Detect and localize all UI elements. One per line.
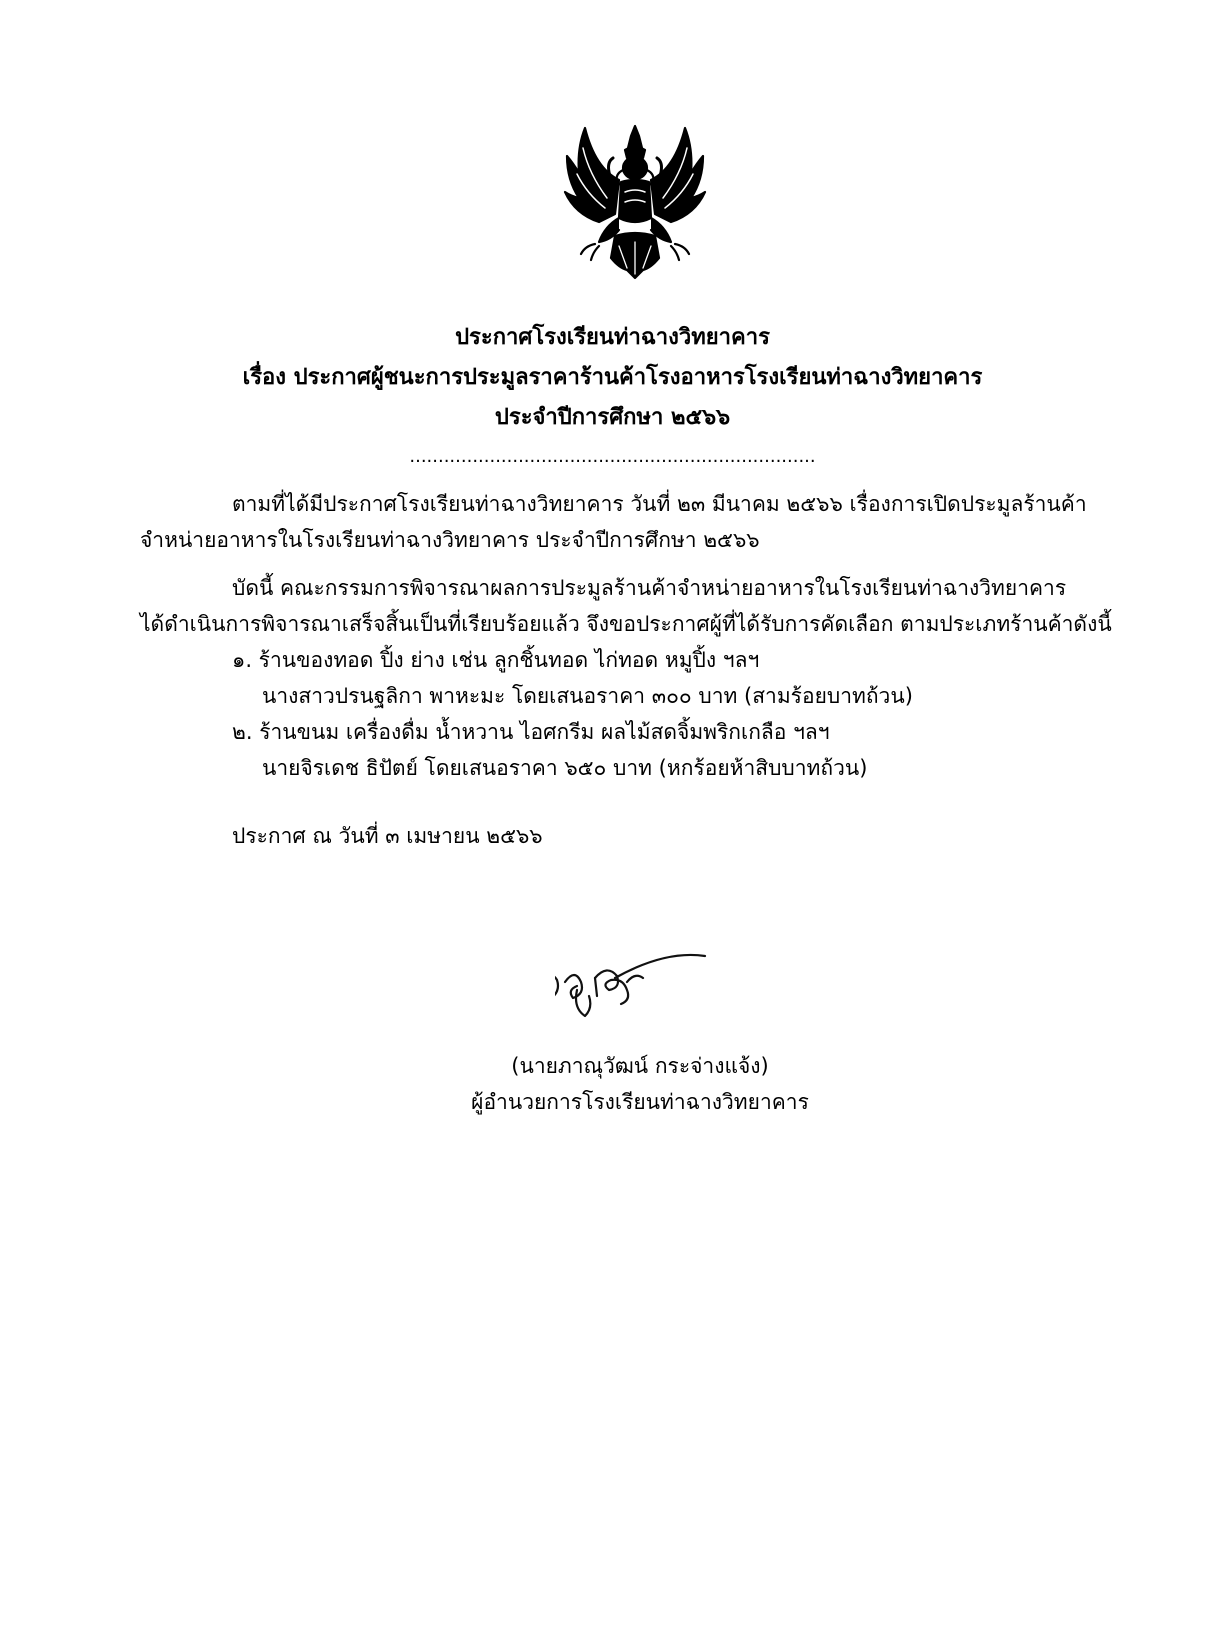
announcement-date: ประกาศ ณ วันที่ ๓ เมษายน ๒๕๖๖ (232, 824, 543, 848)
dotted-divider: ....................................................................... (409, 446, 816, 467)
announcement-subject: เรื่อง ประกาศผู้ชนะการประมูลราคาร้านค้าโรงอาหารโรงเรียนท่าฉางวิทยาคาร (242, 365, 983, 390)
academic-year: ประจำปีการศึกษา ๒๕๖๖ (494, 405, 731, 430)
paragraph-2-line-1: บัดนี้ คณะกรรมการพิจารณาผลการประมูลร้านค้าจำหน่ายอาหารในโรงเรียนท่าฉางวิทยาคาร (232, 576, 1067, 600)
signatory-position: ผู้อำนวยการโรงเรียนท่าฉางวิทยาคาร (471, 1090, 809, 1114)
paragraph-1 (140, 486, 1130, 558)
list-item-winner: นางสาวปรนฐลิกา พาหะมะ โดยเสนอราคา ๓๐๐ บาท (สามร้อยบาทถ้วน) (262, 684, 913, 708)
paragraph-1-line-2: จำหน่ายอาหารในโรงเรียนท่าฉางวิทยาคาร ประจำปีการศึกษา ๒๕๖๖ (140, 528, 760, 552)
signature-image (555, 920, 755, 1030)
winners-list (140, 642, 1130, 786)
paragraph-1-line-1: ตามที่ได้มีประกาศโรงเรียนท่าฉางวิทยาคาร วันที่ ๒๓ มีนาคม ๒๕๖๖ เรื่องการเปิดประมูลร้านค้า (232, 492, 1087, 516)
list-item-winner: นายจิรเดช ธิปัตย์ โดยเสนอราคา ๖๕๐ บาท (หกร้อยห้าสิบบาทถ้วน) (262, 756, 868, 780)
signatory-name: (นายภาณุวัฒน์ กระจ่างแจ้ง) (511, 1054, 769, 1078)
list-item-shop: ๑. ร้านของทอด ปิ้ง ย่าง เช่น ลูกชิ้นทอด ไก่ทอด หมูปิ้ง ฯลฯ (232, 648, 760, 672)
list-item-shop: ๒. ร้านขนม เครื่องดื่ม น้ำหวาน ไอศกรีม ผลไม้สดจิ้มพริกเกลือ ฯลฯ (232, 720, 830, 744)
paragraph-2 (140, 570, 1130, 642)
announcement-date-block (140, 818, 1130, 854)
signatory-block (400, 1048, 880, 1120)
garuda-emblem-icon (555, 118, 715, 288)
announcement-header (0, 318, 1225, 470)
paragraph-2-line-2: ได้ดำเนินการพิจารณาเสร็จสิ้นเป็นที่เรียบร้อยแล้ว จึงขอประกาศผู้ที่ได้รับการคัดเลือก ตามประเภทร้านค้าดังนี้ (140, 612, 1112, 636)
announcement-title: ประกาศโรงเรียนท่าฉางวิทยาคาร (455, 325, 770, 350)
